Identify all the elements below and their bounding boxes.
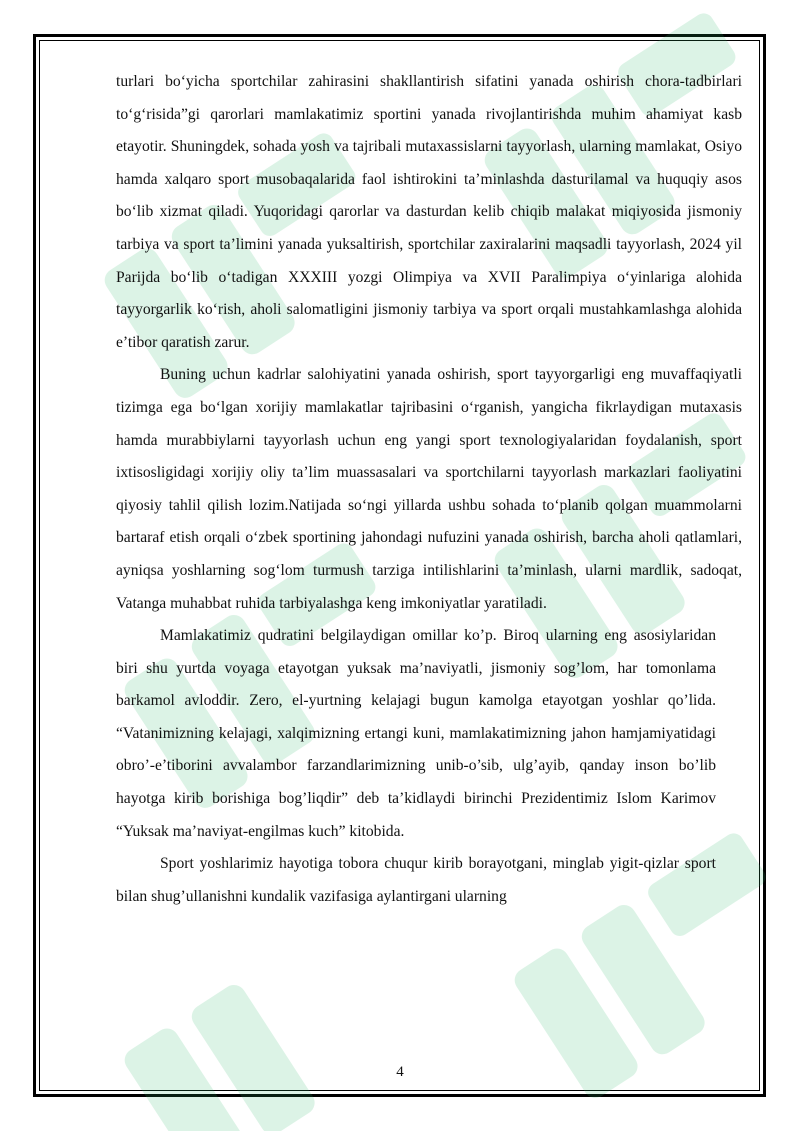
paragraph-2: Buning uchun kadrlar salohiyatini yanada oshirish, sport tayyorgarligi eng muvaffaqiyatli tizimga ega bo‘lgan xorijiy mamlakatlar tajribasini o‘rganish, yangicha fikrlaydigan mutaxasis hamda murabbiylarni tayyorlash uchun eng yangi sport texnologiyalaridan foydalanish, sport ixtisosligidagi xorijiy oliy ta’lim muassasalari va sportchilarni tayyorlash markazlari faoliyatini qiyosiy tahlil qilish lozim.Natijada so‘ngi yillarda ushbu sohada to‘planib qolgan muammolarni bartaraf etish orqali o‘zbek sportining jahondagi nufuzini yanada oshirish, barcha aholi qatlamlari, ayniqsa yoshlarning sog‘lom turmush tarziga intilishlarini ta’minlash, ularni mardlik, sadoqat, Vatanga muhabbat ruhida tarbiyalashga keng imkoniyatlar yaratiladi.	[116, 366, 742, 612]
page-number: 4	[396, 1064, 404, 1080]
paragraph-3: Mamlakatimiz qudratini belgilaydigan omillar ko’p. Biroq ularning eng asosiylaridan biri shu yurtda voyaga etayotgan yuksak ma’naviyatli, jismoniy sog’lom, har tomonlama barkamol avloddir. Zero, el-yurtning kelajagi bugun kamolga etayotgan yoshlar qo’lida. “Vatanimizning kelajagi, xalqimizning ertangi kuni, mamlakatimizning jahon hamjamiyatidagi obro’-e’tiborini avvalambor farzandlarimizning unib-o’sib, ulg’ayib, qanday inson bo’lib hayotga kirib borishiga bog’liqdir” deb ta’kidlaydi birinchi Prezidentimiz Islom Karimov “Yuksak ma’naviyat-engilmas kuch” kitobida.	[116, 627, 716, 840]
document-body	[116, 66, 742, 913]
paragraph-1: turlari bo‘yicha sportchilar zahirasini shakllantirish sifatini yanada oshirish chora-tadbirlari to‘g‘risida”gi qarorlari mamlakatimiz sportini yanada rivojlantirishda muhim ahamiyat kasb etayotir. Shuningdek, sohada yosh va tajribali mutaxassislarni tayyorlash, ularning mamlakat, Osiyo hamda xalqaro sport musobaqalarida faol ishtirokini ta’minlashda dasturilamal va huquqiy asos bo‘lib xizmat qiladi. Yuqoridagi qarorlar va dasturdan kelib chiqib malakat miqiyosida jismoniy tarbiya va sport ta’limini yanada yuksaltirish, sportchilar zaxiralarini maqsadli tayyorlash, 2024 yil Parijda bo‘lib o‘tadigan XXXIII yozgi Olimpiya va XVII Paralimpiya o‘yinlariga alohida tayyorgarlik ko‘rish, aholi salomatligini jismoniy tarbiya va sport orqali mustahkamlashga alohida e’tibor qaratish zarur.	[116, 73, 742, 351]
paragraph-4: Sport yoshlarimiz hayotiga tobora chuqur kirib borayotgani, minglab yigit-qizlar sport bilan shug’ullanishni kundalik vazifasiga aylantirgani ularning	[116, 855, 716, 905]
